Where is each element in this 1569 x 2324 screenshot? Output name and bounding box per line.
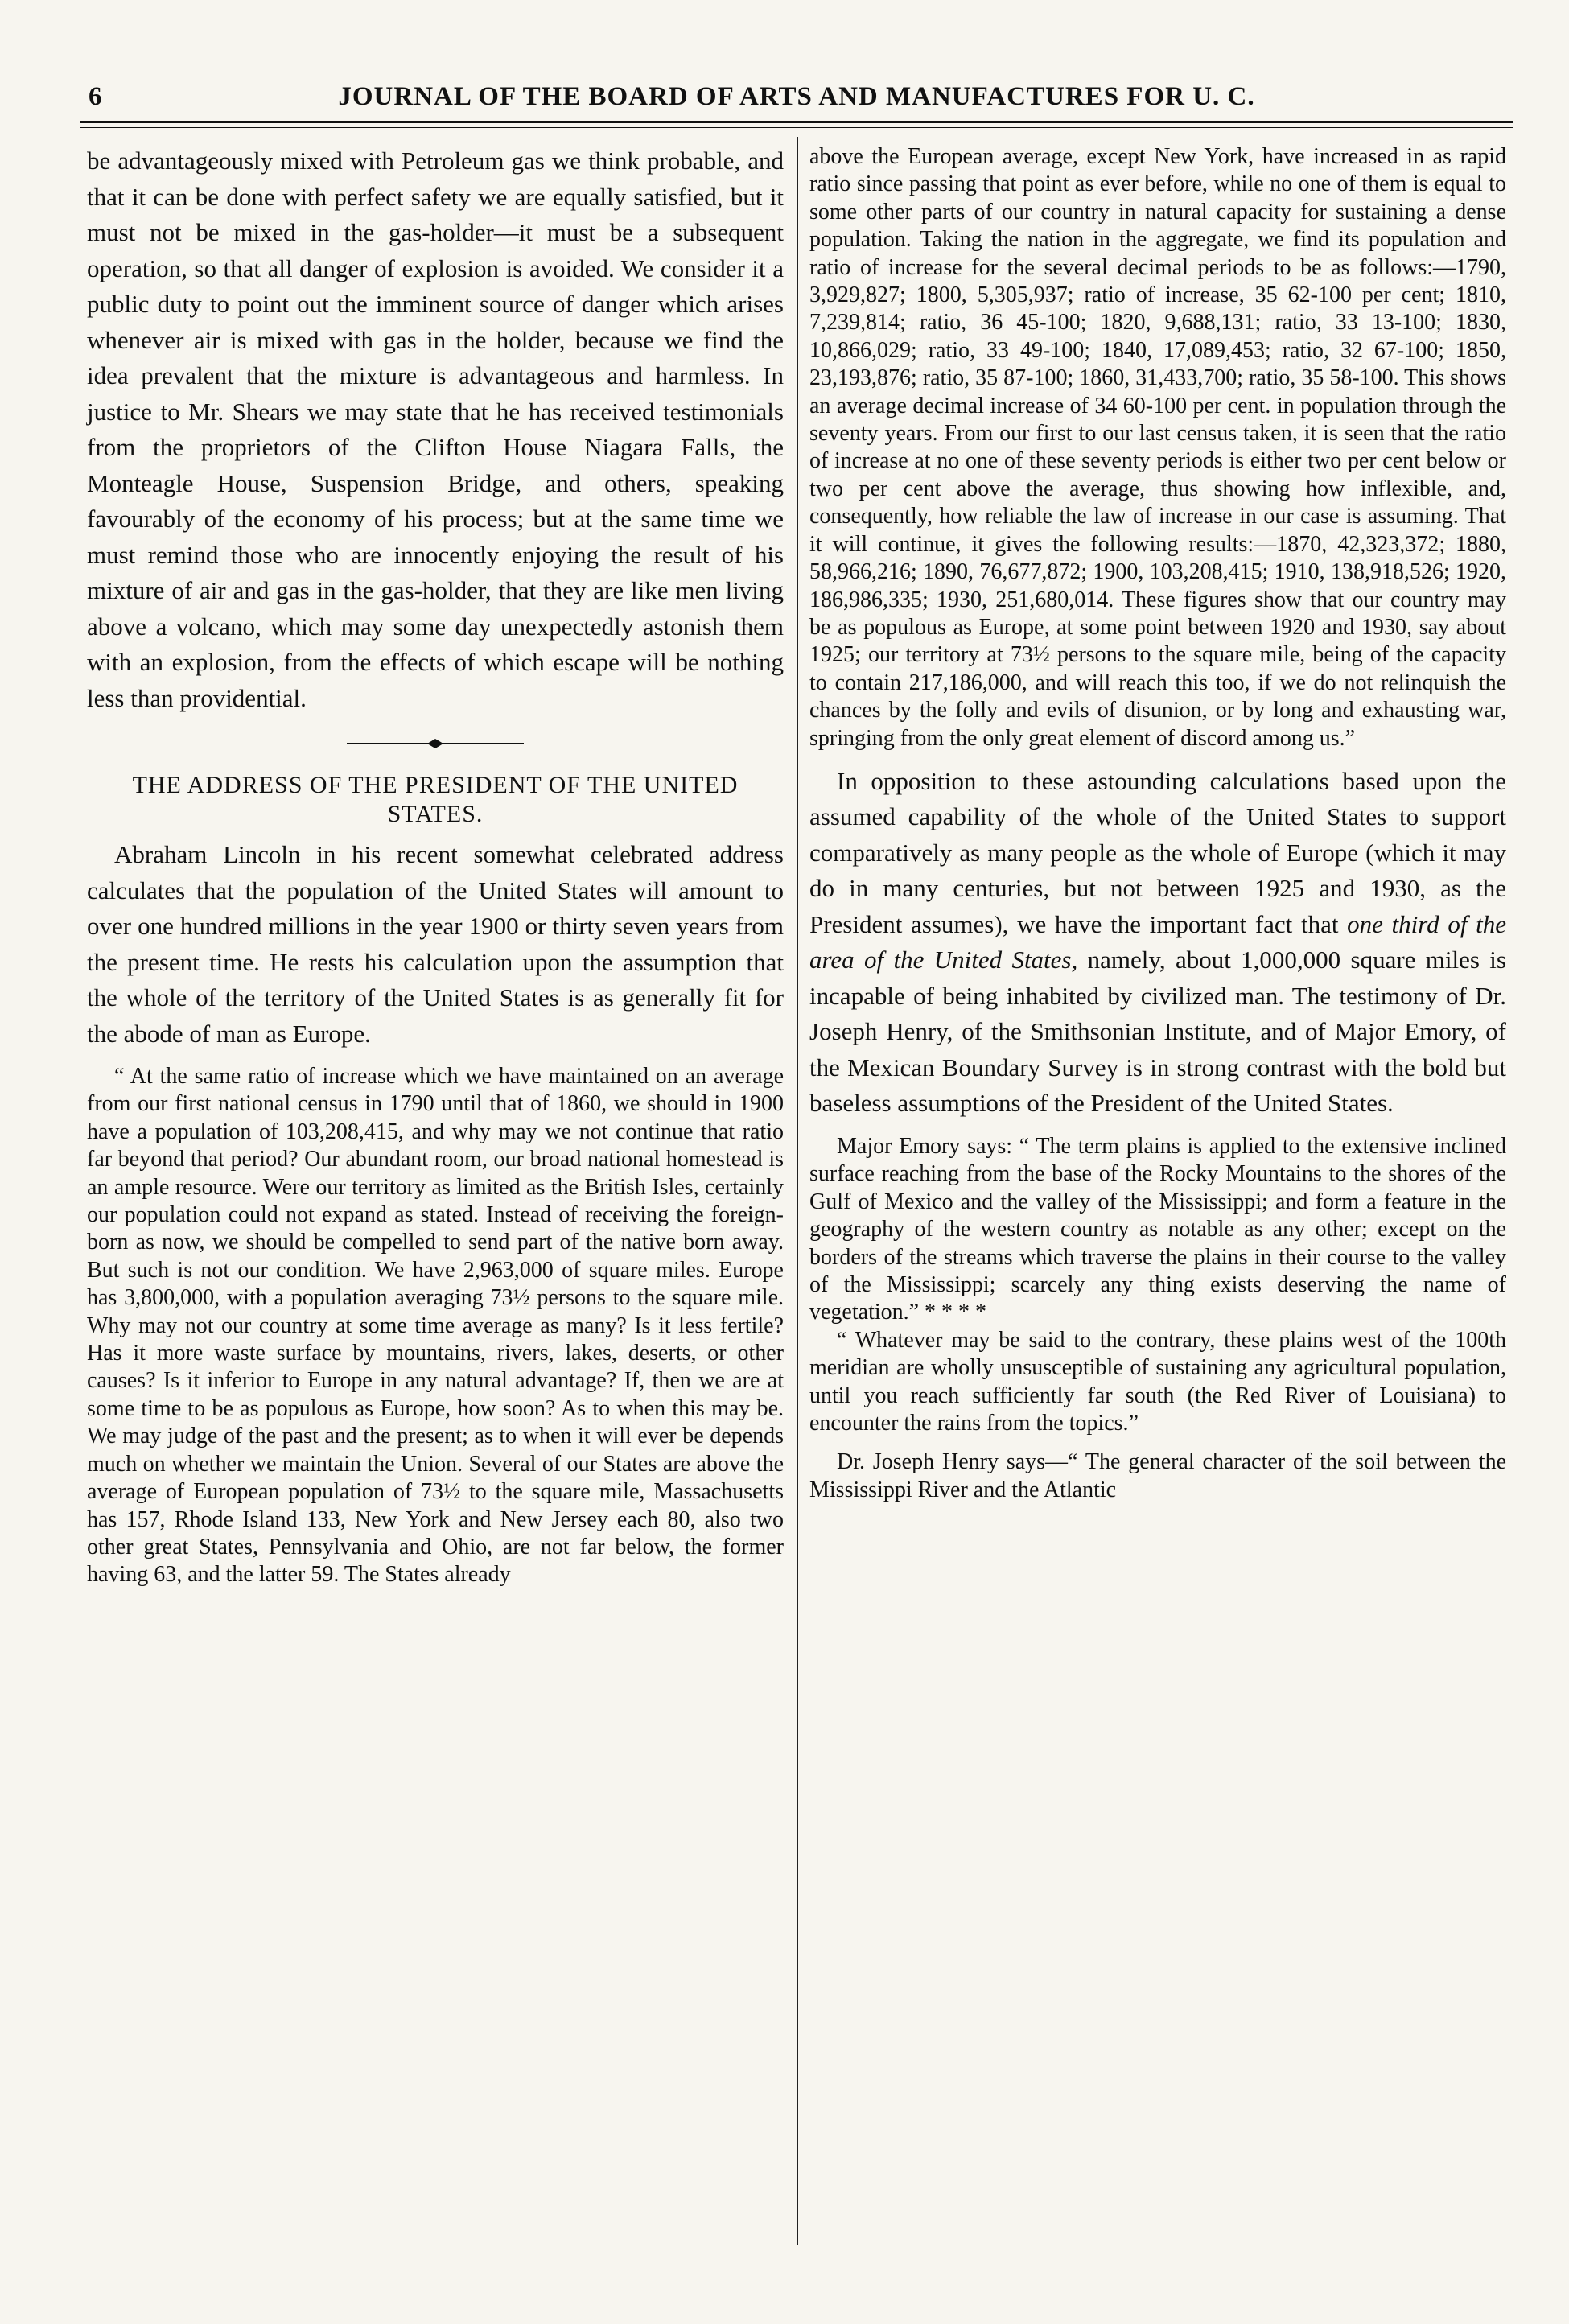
header-rule-thin: [80, 127, 1513, 128]
article-heading: THE ADDRESS OF THE PRESIDENT OF THE UNITED STATES.: [132, 772, 739, 827]
lincoln-quote-paragraph: “ At the same ratio of increase which we have maintained on an average from our first national census in 1790 until that of 1860, we should in 1900 have a population of 103,208,415, and why may we not continue that ratio far beyond that period? Our abundant room, our broad national homestead is an ample resource. Were our territory as limited as the British Isles, certainly our population could not expand as stated. Instead of receiving the foreign-born as now, we should be compelled to send part of the native born away. But such is not our condition. We have 2,963,000 of square miles. Europe has 3,800,000, with a population averaging 73½ persons to the square mile. Why may not our country at some time average as many? Is it less fertile? Has it more waste surface by mountains, rivers, lakes, deserts, or other causes? Is it inferior to Europe in any natural advantage? If, then we are at some time to be as populous as Europe, how soon? As to when this may be. We may judge of the past and the present; as to when it will ever be depends much on whether we maintain the Union. Several of our States are above the average of European population of 73½ to the square mile, Massachusetts has 157, Rhode Island 133, New York and New Jersey each 80, also two other great States, Pennsylvania and Ohio, are not far below, the former having 63, and the latter 59. The States already: [87, 1064, 784, 1588]
plains-quote-paragraph: “ Whatever may be said to the contrary, these plains west of the 100th meridian are wholly unsusceptible of sustaining any agricultural population, until you reach sufficiently far south (the Red River of Louisiana) to encounter the rains from the topics.”: [809, 1327, 1506, 1436]
column-divider: [797, 137, 798, 2245]
census-quote-paragraph: above the European average, except New York, have increased in as rapid ratio since passing that point as ever before, while no one of them is equal to some other parts of our country in natural capacity for sustaining a dense population. Taking the nation in the aggregate, we find its population and ratio of increase for the several decimal periods to be as follows:—1790, 3,929,827; 1800, 5,305,937; ratio of increase, 35 62-100 per cent; 1810, 7,239,814; ratio, 36 45-100; 1820, 9,688,131; ratio, 33 13-100; 1830, 10,866,029; ratio, 33 49-100; 1840, 17,089,453; ratio, 32 67-100; 1850, 23,193,876; ratio, 35 87-100; 1860, 31,433,700; ratio, 35 58-100. This shows an average decimal increase of 34 60-100 per cent. in population through the seventy years. From our first to our last census taken, it is seen that the ratio of increase at no one of these seventy periods is either two per cent below or two per cent above the average, thus showing how inflexible, and, consequently, how reliable the law of increase in our case is assuming. That it will continue, it gives the following results:—1870, 42,323,372; 1880, 58,966,216; 1890, 76,677,872; 1900, 103,208,415; 1910, 138,918,526; 1920, 186,986,335; 1930, 251,680,014. These figures show that our country may be as populous as Europe, at some point between 1920 and 1930, say about 1925; our territory at 73½ persons to the square mile, being of the capacity to contain 217,186,000, and will reach this too, if we do not relinquish the chances by the folly and evils of disunion, or by long and exhausting war, springing from the only great element of discord among us.”: [809, 144, 1506, 751]
header-rule-thick: [80, 121, 1513, 123]
page-number: 6: [89, 82, 103, 111]
running-header: [80, 74, 1513, 119]
opposition-paragraph: [809, 764, 1506, 1122]
opposition-emphasis: one third of the area of the United States,: [809, 909, 1506, 975]
journal-title: JOURNAL OF THE BOARD OF ARTS AND MANUFACTURES FOR U. C.: [338, 82, 1255, 111]
section-divider-ornament: [347, 737, 524, 750]
opposition-text-a: In opposition to these astounding calculations based upon the assumed capability of the whole of the United States to support comparatively as many people as the whole of Europe (which it may do in many centuries, but not between 1925 and 1930, as the President assumes), we have the important fact that: [809, 766, 1506, 938]
opposition-text-b: namely, about 1,000,000 square miles is incapable of being inhabited by civilized man. The testimony of Dr. Joseph Henry, of the Smithsonian Institute, and of Major Emory, of the Mexican Boundary Survey is in strong contrast with the bold but baseless assumptions of the President of the United States.: [809, 946, 1506, 1118]
lincoln-intro-paragraph: Abraham Lincoln in his recent somewhat celebrated address calculates that the population of the United States will amount to over one hundred millions in the year 1900 or thirty seven years from the present time. He rests his calculation upon the assumption that the whole of the territory of the United States is as generally fit for the abode of man as Europe.: [87, 840, 784, 1048]
right-column: [809, 143, 1506, 1504]
emory-quote-paragraph: Major Emory says: “ The term plains is applied to the extensive inclined surface reaching from the base of the Rocky Mountains to the shores of the Gulf of Mexico and the valley of the Mississippi; and form a feature in the geography of the western country as notable as any other; except on the borders of the streams which traverse the plains in their course to the valley of the Mississippi; scarcely any thing exists deserving the name of vegetation.” * * * *: [809, 1133, 1506, 1325]
henry-quote-paragraph: Dr. Joseph Henry says—“ The general character of the soil between the Mississippi River and the Atlantic: [809, 1449, 1506, 1502]
petroleum-gas-paragraph: be advantageously mixed with Petroleum gas we think probable, and that it can be done with perfect safety we are equally satisfied, but it must not be mixed in the gas-holder—it must be a subsequent operation, so that all danger of explosion is avoided. We consider it a public duty to point out the imminent source of danger which arises whenever air is mixed with gas in the holder, because we find the idea prevalent that the mixture is advantageous and harmless. In justice to Mr. Shears we may state that he has received testimonials from the proprietors of the Clifton House Niagara Falls, the Monteagle House, Suspension Bridge, and others, speaking favourably of the economy of his process; but at the same time we must remind those who are innocently enjoying the result of his mixture of air and gas in the gas-holder, that they are like men living above a volcano, which may some day unexpectedly astonish them with an explosion, from the effects of which escape will be nothing less than providential.: [87, 146, 784, 712]
left-column: [87, 143, 784, 1589]
